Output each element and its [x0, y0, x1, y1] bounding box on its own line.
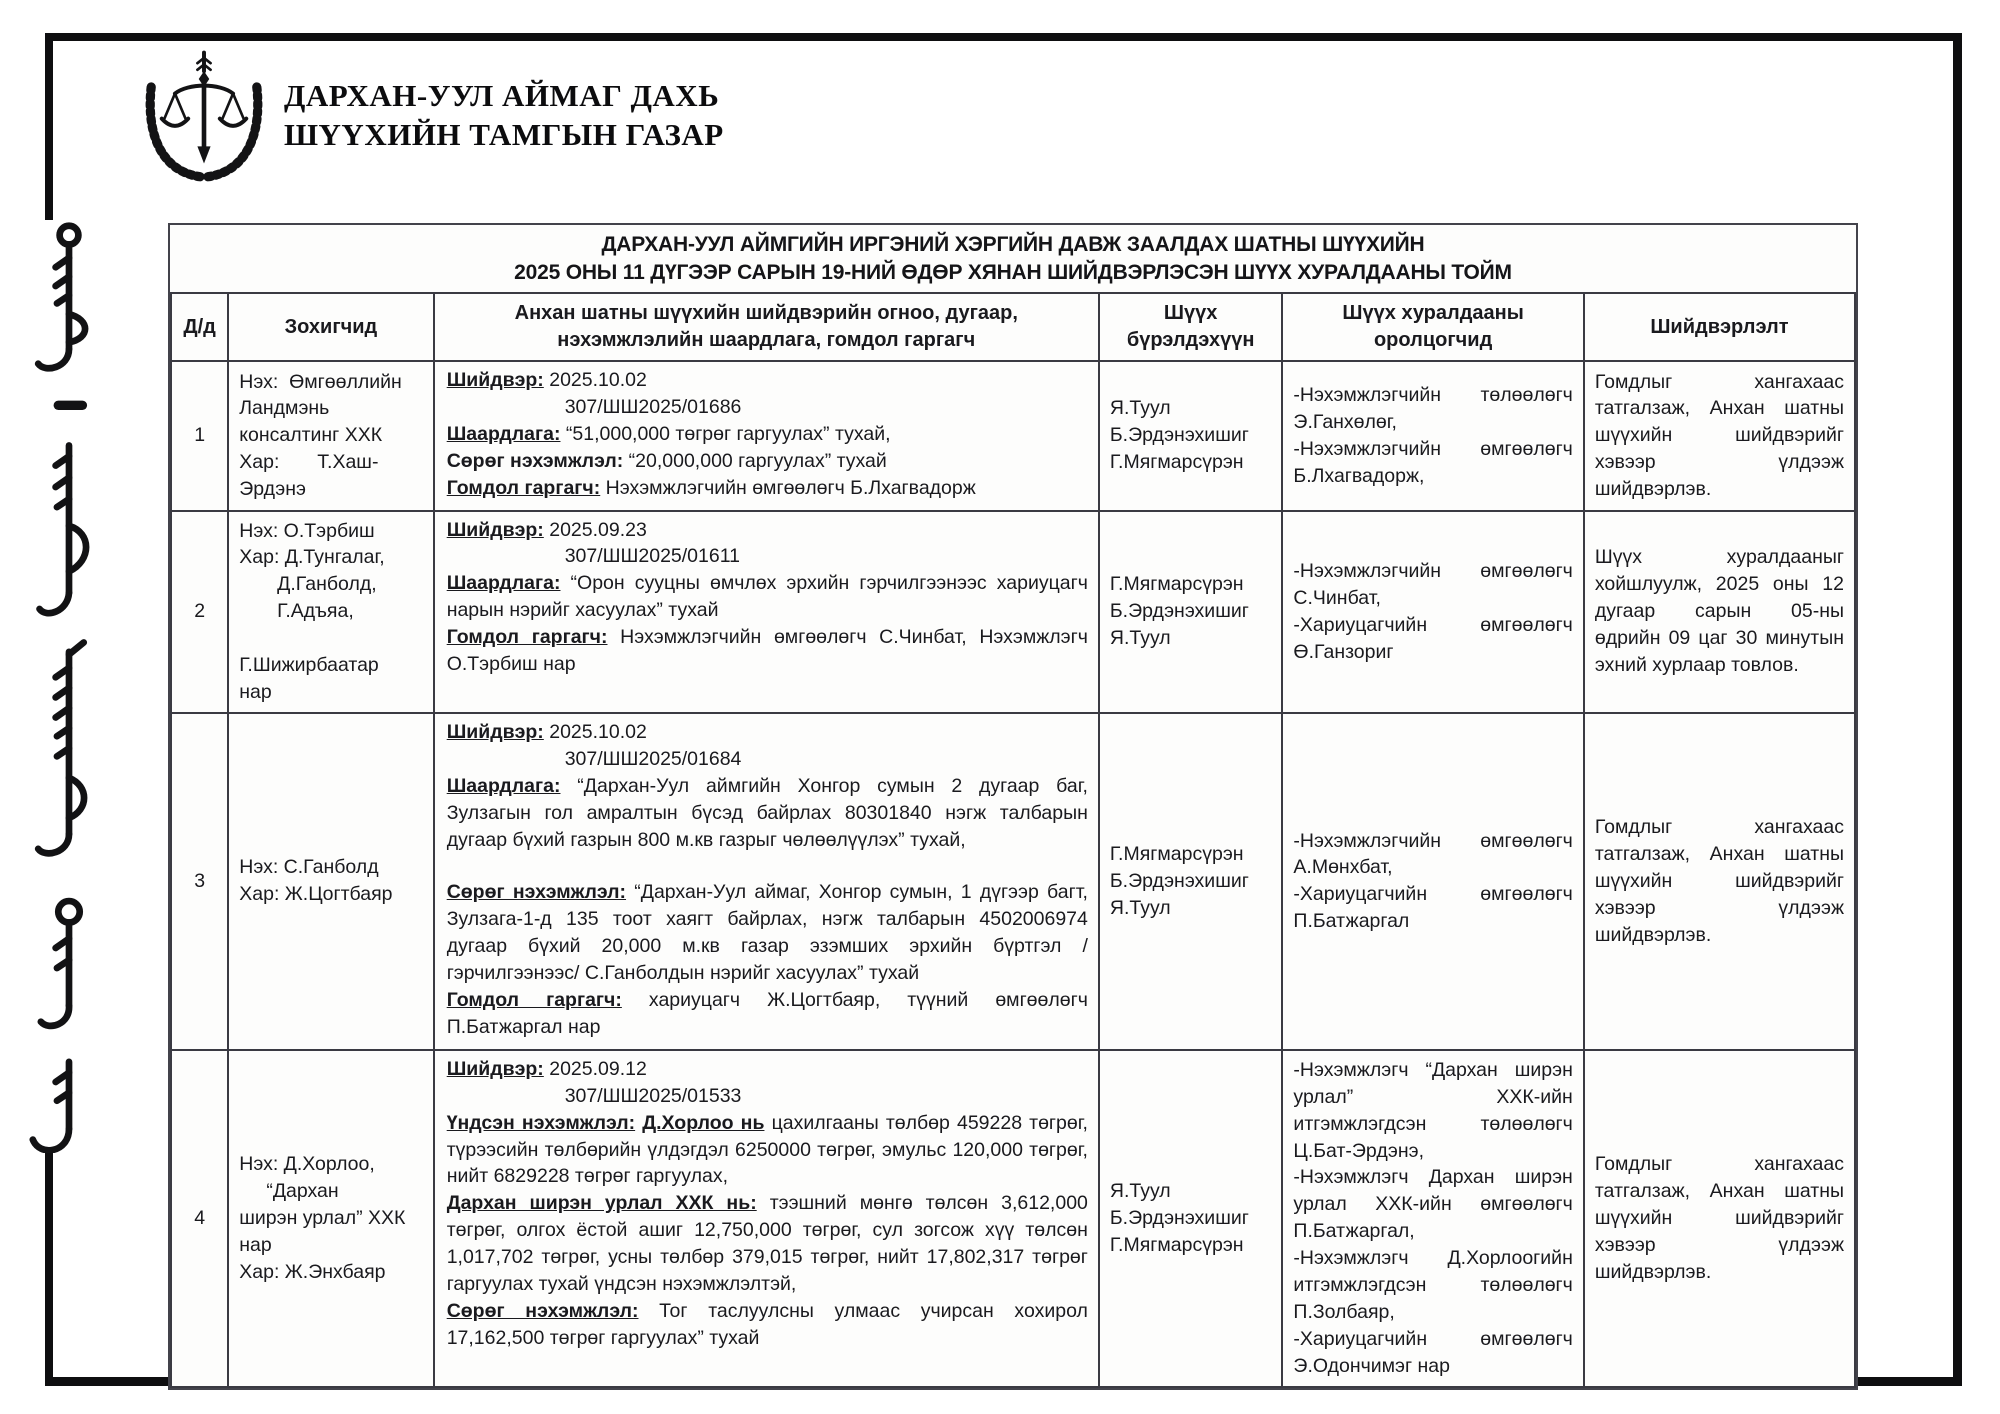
row-number-cell: 3 — [171, 713, 228, 1050]
header-row — [171, 293, 1855, 361]
participants-cell: -Нэхэмжлэгчийн төлөөлөгч Э.Ганхөлөг, -Нэхэмжлэгчийн өмгөөлөгч Б.Лхагвадорж, — [1282, 361, 1583, 511]
table-title-line1: ДАРХАН-УУЛ АЙМГИЙН ИРГЭНИЙ ХЭРГИЙН ДАВЖ ЗААЛДАХ ШАТНЫ ШҮҮХИЙН — [601, 233, 1425, 256]
resolution-cell: Гомдлыг хангахаас татгалзаж, Анхан шатны шүүхийн шийдвэрийг хэвээр үлдээж шийдвэрлэв. — [1584, 361, 1855, 511]
resolution-cell: Гомдлыг хангахаас татгалзаж, Анхан шатны шүүхийн шийдвэрийг хэвээр үлдээж шийдвэрлэв. — [1584, 713, 1855, 1050]
org-name — [284, 76, 724, 154]
table-row — [171, 511, 1855, 713]
row-number-cell: 1 — [171, 361, 228, 511]
col-header-panel: Шүүх бүрэлдэхүүн — [1099, 293, 1283, 361]
col-header-resolution: Шийдвэрлэлт — [1584, 293, 1855, 361]
participants-cell: -Нэхэмжлэгч “Дархан ширэн урлал” ХХК-ийн итгэмжлэгдсэн төлөөлөгч Ц.Бат-Эрдэнэ, -Нэхэмжлэгч Дархан ширэн урлал ХХК-ийн өмгөөлөгч П.Батжаргал, -Нэхэмжлэгч Д.Хорлоогийн итгэмжлэгдсэн төлөөлөгч П.Золбаяр, -Хариуцагчийн өмгөөлөгч Э.Одончимэг нар — [1282, 1050, 1583, 1387]
parties-cell: Нэх: Өмгөөллийн Ландмэнь консалтинг ХХК Хар: Т.Хаш- Эрдэнэ — [228, 361, 433, 511]
col-header-decision: Анхан шатны шүүхийн шийдвэрийн огноо, дугаар, нэхэмжлэлийн шаардлага, гомдол гаргагч — [434, 293, 1099, 361]
decision-cell: Шийдвэр: 2025.09.23 307/ШШ2025/01611 Шаардлага: “Орон сууцны өмчлөх эрхийн гэрчилгээнээс хариуцагч нарын нэрийг хасуулах” тухай Гомдол гаргагч: Нэхэмжлэгчийн өмгөөлөгч С.Чинбат, Нэхэмжлэгч О.Тэрбиш нар — [434, 511, 1099, 713]
panel-cell: Я.Туул Б.Эрдэнэхишиг Г.Мягмарсүрэн — [1099, 361, 1283, 511]
page-frame-left-top — [45, 33, 53, 220]
resolution-cell: Шүүх хуралдааныг хойшлуулж, 2025 оны 12 дугаар сарын 05-ны өдрийн 09 цаг 30 минутын эхний хурлаар товлов. — [1584, 511, 1855, 713]
case-table — [170, 292, 1856, 1388]
mongolian-vertical-script — [26, 215, 112, 1153]
table-title-line2: 2025 ОНЫ 11 ДҮГЭЭР САРЫН 19-НИЙ ӨДӨР ХЯНАН ШИЙДВЭРЛЭСЭН ШҮҮХ ХУРАЛДААНЫ ТОЙМ — [514, 261, 1512, 284]
panel-cell: Я.Туул Б.Эрдэнэхишиг Г.Мягмарсүрэн — [1099, 1050, 1283, 1387]
table-title — [170, 225, 1856, 292]
case-table-body — [171, 361, 1855, 1387]
table-row — [171, 713, 1855, 1050]
page-frame-left-bottom — [45, 1150, 53, 1386]
parties-cell: Нэх: Д.Хорлоо, “Дархан ширэн урлал” ХХК нар Хар: Ж.Энхбаяр — [228, 1050, 433, 1387]
col-header-parties: Зохигчид — [228, 293, 433, 361]
col-header-participants: Шүүх хуралдааны оролцогчид — [1282, 293, 1583, 361]
panel-cell: Г.Мягмарсүрэн Б.Эрдэнэхишиг Я.Туул — [1099, 713, 1283, 1050]
participants-cell: -Нэхэмжлэгчийн өмгөөлөгч А.Мөнхбат, -Хариуцагчийн өмгөөлөгч П.Батжаргал — [1282, 713, 1583, 1050]
parties-cell: Нэх: О.Тэрбиш Хар: Д.Тунгалаг, Д.Ганболд, Г.Адъяа, Г.Шижирбаатар нар — [228, 511, 433, 713]
table-row — [171, 361, 1855, 511]
row-number-cell: 4 — [171, 1050, 228, 1387]
scales-of-justice-logo-icon — [138, 48, 270, 184]
decision-cell: Шийдвэр: 2025.10.02 307/ШШ2025/01686 Шаардлага: “51,000,000 төгрөг гаргуулах” тухай, Сөрөг нэхэмжлэл: “20,000,000 гаргуулах” тухай Гомдол гаргагч: Нэхэмжлэгчийн өмгөөлөгч Б.Лхагвадорж — [434, 361, 1099, 511]
row-number-cell: 2 — [171, 511, 228, 713]
col-header-number: Д/д — [171, 293, 228, 361]
parties-cell: Нэх: С.Ганболд Хар: Ж.Цогтбаяр — [228, 713, 433, 1050]
decision-cell: Шийдвэр: 2025.10.02 307/ШШ2025/01684 Шаардлага: “Дархан-Уул аймгийн Хонгор сумын 2 дугаар баг, Зулзагын гол амралтын бүсэд байрлах 80301840 нэгж талбарын дугаар бүхий газрын 800 м.кв газрыг чөлөөлүүлэх” тухай, Сөрөг нэхэмжлэл: “Дархан-Уул аймаг, Хонгор сумын, 1 дүгээр багт, Зулзага-1-д 135 тоот хаягт байрлах, нэгж талбарын 4502006974 дугаар бүхий 20,000 м.кв газар эзэмших эрхийн бүртгэл /гэрчилгээнээс/ С.Ганболдын нэрийг хасуулах” тухай Гомдол гаргагч: хариуцагч Ж.Цогтбаяр, түүний өмгөөлөгч П.Батжаргал нар — [434, 713, 1099, 1050]
org-name-line1: ДАРХАН-УУЛ АЙМАГ ДАХЬ — [284, 78, 720, 113]
org-name-line2: ШҮҮХИЙН ТАМГЫН ГАЗАР — [284, 117, 724, 152]
participants-cell: -Нэхэмжлэгчийн өмгөөлөгч С.Чинбат, -Хариуцагчийн өмгөөлөгч Ө.Ганзориг — [1282, 511, 1583, 713]
resolution-cell: Гомдлыг хангахаас татгалзаж, Анхан шатны шүүхийн шийдвэрийг хэвээр үлдээж шийдвэрлэв. — [1584, 1050, 1855, 1387]
table-row — [171, 1050, 1855, 1387]
court-summary-table — [168, 223, 1858, 1390]
decision-cell: Шийдвэр: 2025.09.12 307/ШШ2025/01533 Үндсэн нэхэмжлэл: Д.Хорлоо нь цахилгааны төлбөр 459228 төгрөг, түрээсийн төлбөрийн үлдэгдэл 6250000 төгрөг, эмульс 120,000 төгрөг, нийт 6829228 төгрөг гаргуулах, Дархан ширэн урлал ХХК нь: тээшний мөнгө төлсөн 3,612,000 төгрөг, олгох ёстой ашиг 12,750,000 төгрөг, сул зогсож хүү төлсөн 1,017,702 төгрөг, усны төлбөр 379,015 төгрөг, нийт 17,802,317 төгрөг гаргуулах тухай үндсэн нэхэмжлэлтэй, Сөрөг нэхэмжлэл: Тог таслуулсны улмаас учирсан хохирол 17,162,500 төгрөг гаргуулах” тухай — [434, 1050, 1099, 1387]
panel-cell: Г.Мягмарсүрэн Б.Эрдэнэхишиг Я.Туул — [1099, 511, 1283, 713]
